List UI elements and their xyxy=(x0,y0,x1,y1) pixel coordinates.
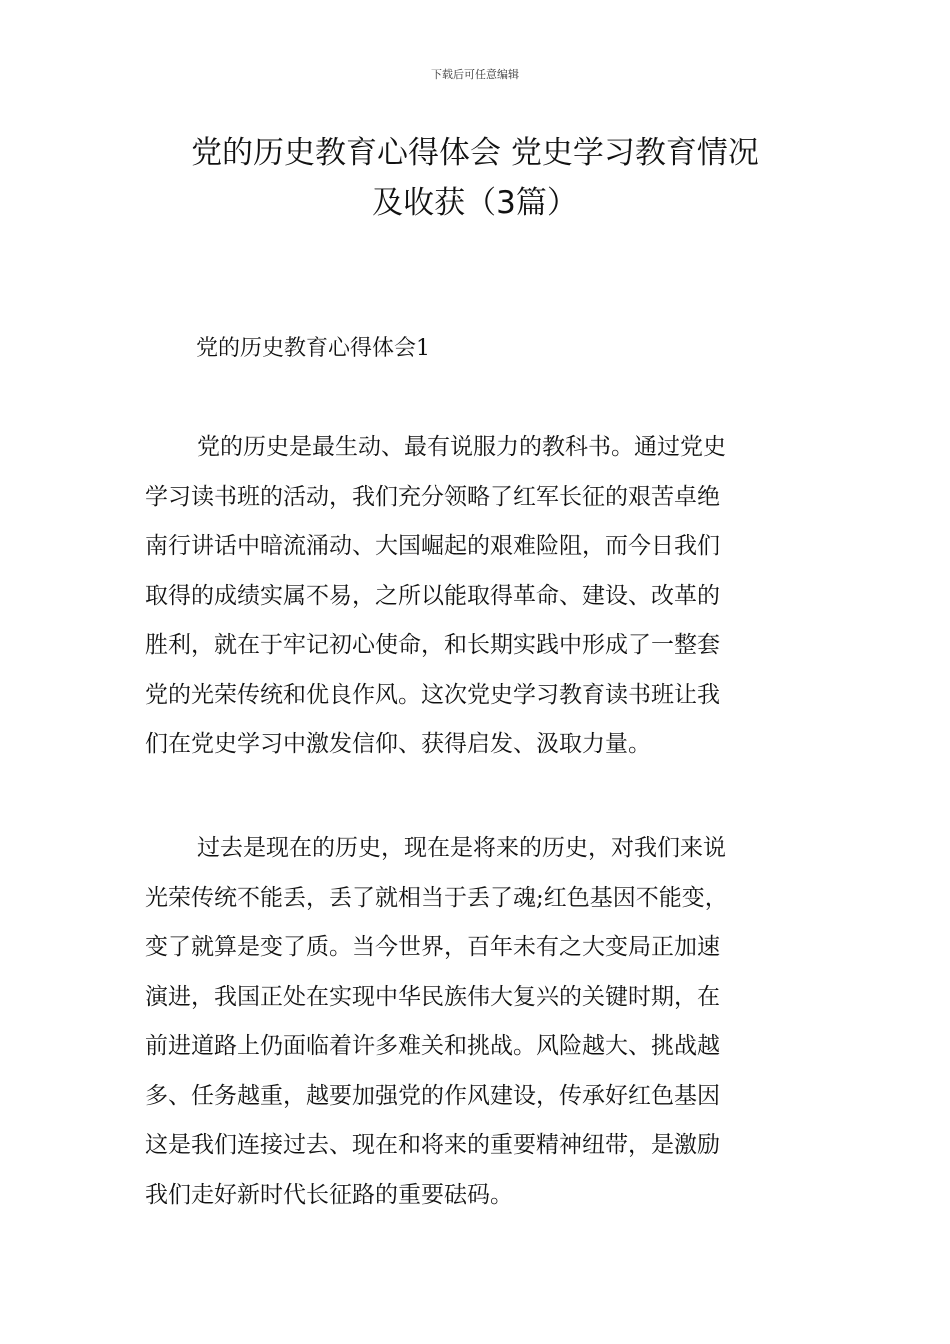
title-line-1: 党的历史教育心得体会 党史学习教育情况 xyxy=(191,135,759,171)
paragraph-line: 取得的成绩实属不易，之所以能取得革命、建设、改革的 xyxy=(145,582,720,609)
header-note: 下载后可任意编辑 xyxy=(431,68,519,81)
paragraph-line: 学习读书班的活动，我们充分领略了红军长征的艰苦卓绝 xyxy=(145,483,720,510)
paragraph-line: 们在党史学习中激发信仰、获得启发、汲取力量。 xyxy=(145,731,651,757)
paragraph-line: 多、任务越重，越要加强党的作风建设，传承好红色基因 xyxy=(145,1082,720,1109)
paragraph-line: 过去是现在的历史，现在是将来的历史，对我们来说 xyxy=(197,835,726,861)
paragraph-line: 党的历史是最生动、最有说服力的教科书。通过党史 xyxy=(197,434,726,460)
body-paragraph-2 xyxy=(145,824,807,1220)
paragraph-line: 演进，我国正处在实现中华民族伟大复兴的关键时期，在 xyxy=(145,983,720,1010)
paragraph-line: 胜利，就在于牢记初心使命，和长期实践中形成了一整套 xyxy=(145,632,720,658)
paragraph-line: 南行讲话中暗流涌动、大国崛起的艰难险阻，而今日我们 xyxy=(145,533,720,559)
paragraph-line: 光荣传统不能丢，丢了就相当于丢了魂;红色基因不能变， xyxy=(145,884,728,911)
paragraph-line: 前进道路上仍面临着许多难关和挑战。风险越大、挑战越 xyxy=(145,1033,720,1059)
body-paragraph-1 xyxy=(145,423,807,770)
document-title xyxy=(130,128,820,228)
paragraph-line: 变了就算是变了质。当今世界，百年未有之大变局正加速 xyxy=(145,934,720,960)
paragraph-line: 这是我们连接过去、现在和将来的重要精神纽带，是激励 xyxy=(145,1132,720,1158)
section-heading: 党的历史教育心得体会1 xyxy=(196,336,430,361)
paragraph-line: 党的光荣传统和优良作风。这次党史学习教育读书班让我 xyxy=(145,681,720,708)
paragraph-line: 我们走好新时代长征路的重要砝码。 xyxy=(145,1181,513,1208)
title-line-2: 及收获（3篇） xyxy=(372,185,578,221)
